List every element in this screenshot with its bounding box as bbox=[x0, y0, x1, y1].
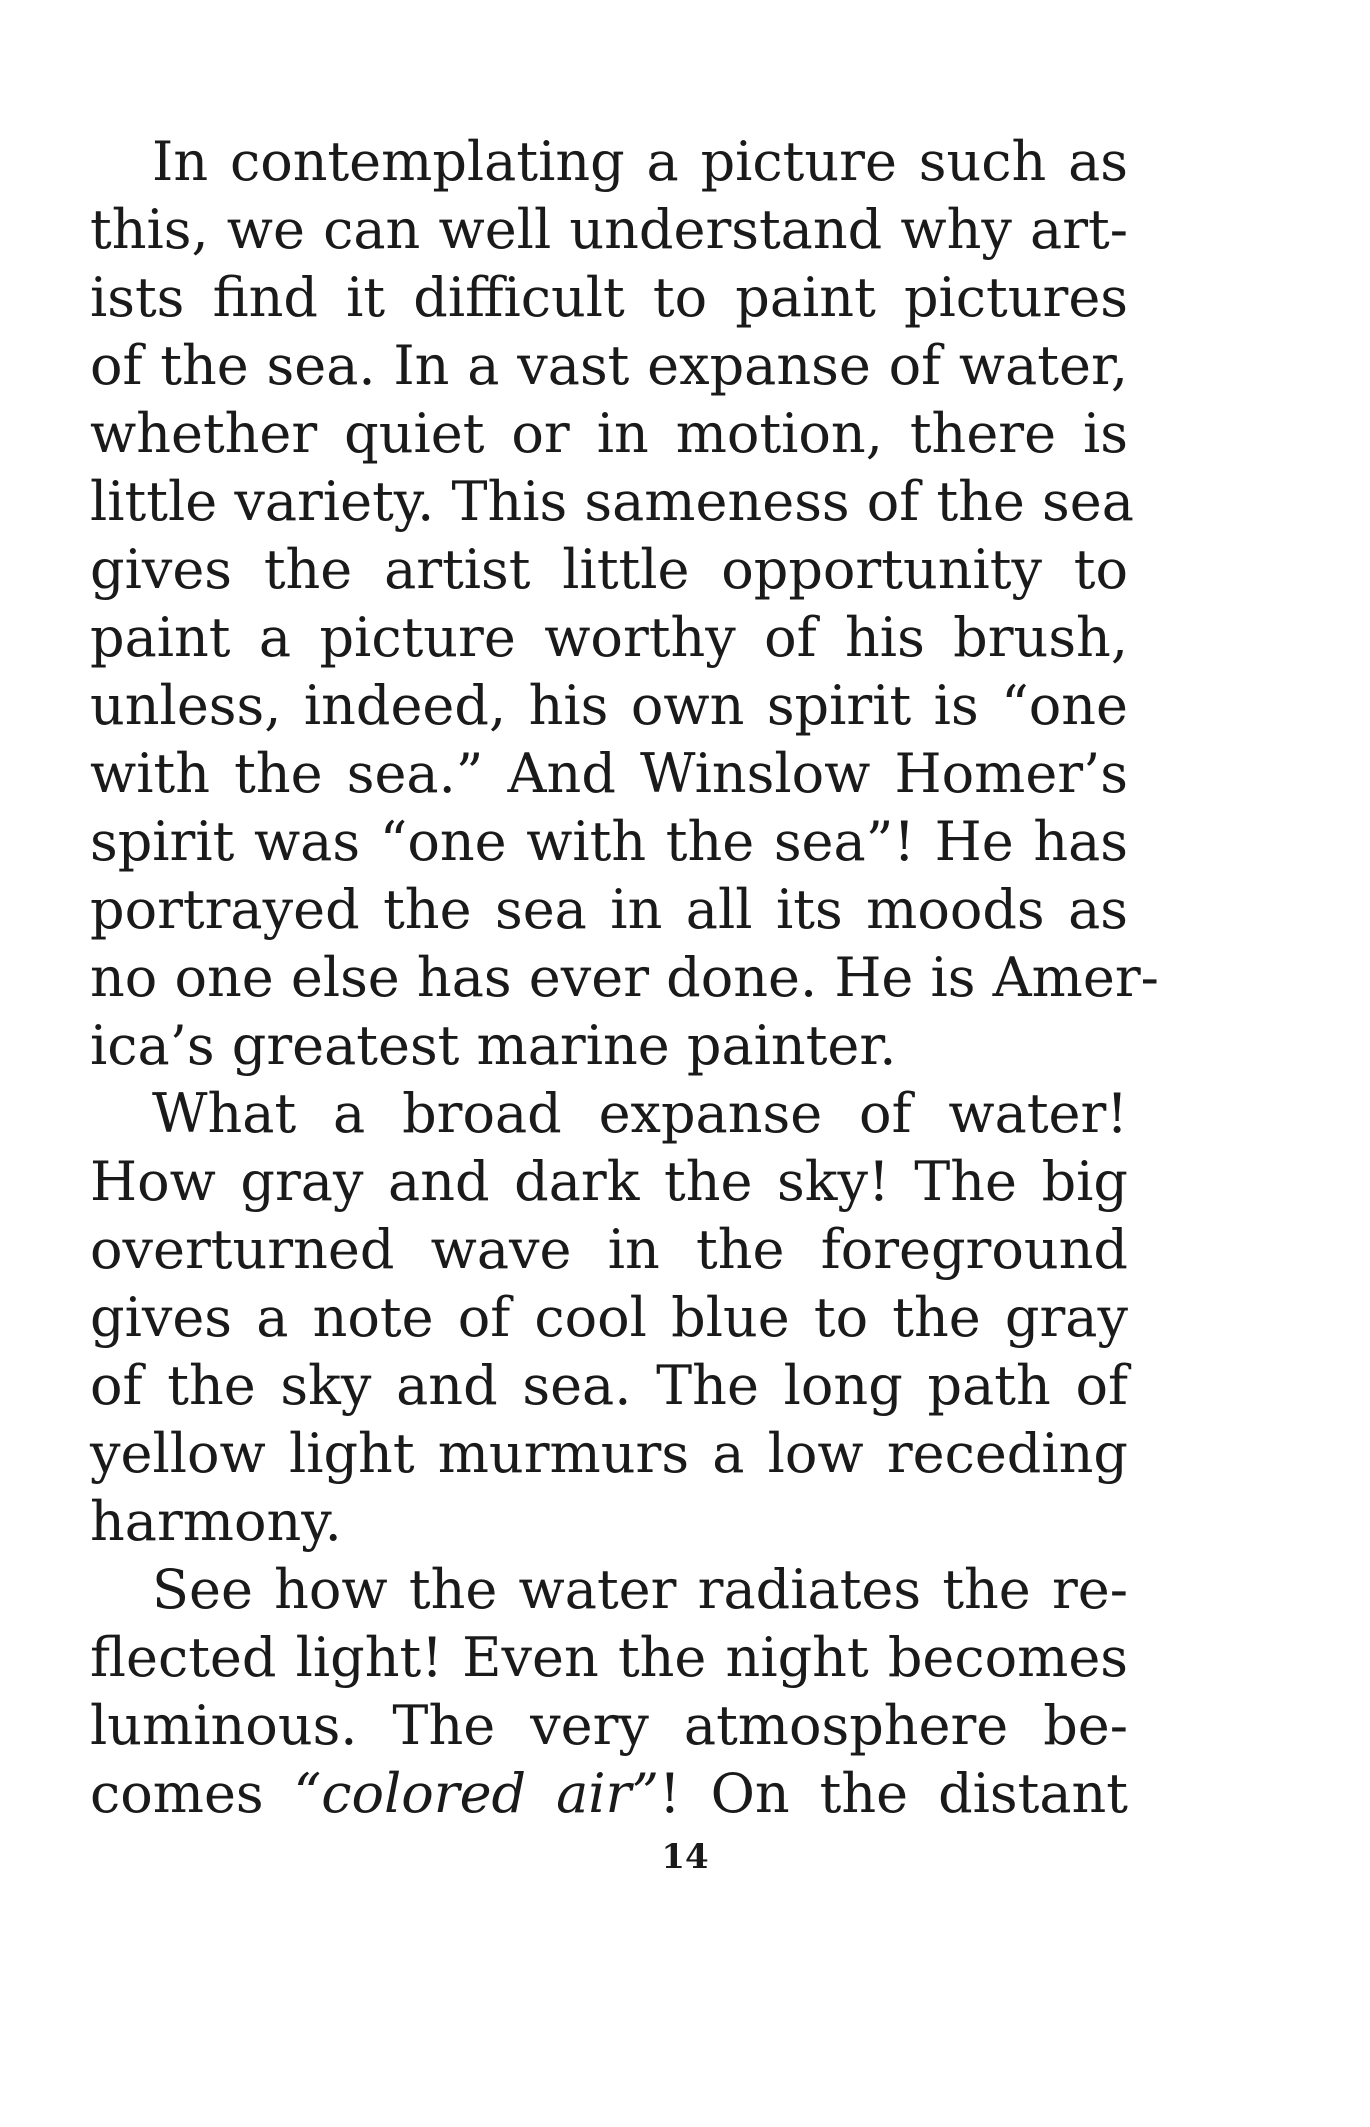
text-line: with the sea.” And Winslow Homer’s bbox=[90, 742, 1128, 805]
text-line: little variety. This sameness of the sea bbox=[90, 470, 1134, 533]
text-run: ! On the distant bbox=[658, 1762, 1128, 1825]
text-line: whether quiet or in motion, there is bbox=[90, 402, 1128, 465]
text-run: comes bbox=[90, 1762, 294, 1825]
text-line: portrayed the sea in all its moods as bbox=[90, 878, 1128, 941]
text-line: overturned wave in the foreground bbox=[90, 1218, 1128, 1281]
text-line: gives the artist little opportunity to bbox=[90, 538, 1128, 601]
text-line: of the sky and sea. The long path of bbox=[90, 1354, 1128, 1417]
page-number: 14 bbox=[661, 1837, 709, 1877]
text-line: paint a picture worthy of his brush, bbox=[90, 606, 1128, 669]
text-line: gives a note of cool blue to the gray bbox=[90, 1286, 1128, 1349]
text-line: of the sea. In a vast expanse of water, bbox=[90, 334, 1128, 397]
text-line bbox=[90, 1760, 1128, 1828]
text-line: ists find it difficult to paint pictures bbox=[90, 266, 1128, 329]
text-line: See how the water radiates the re- bbox=[152, 1558, 1128, 1621]
text-line: no one else has ever done. He is Amer- bbox=[90, 946, 1159, 1009]
italic-phrase: “colored air” bbox=[293, 1762, 659, 1825]
text-line: What a broad expanse of water! bbox=[152, 1082, 1128, 1145]
text-line: this, we can well understand why art- bbox=[90, 198, 1128, 261]
text-line: spirit was “one with the sea”! He has bbox=[90, 810, 1128, 873]
text-line: yellow light murmurs a low receding bbox=[90, 1422, 1128, 1485]
text-line: In contemplating a picture such as bbox=[152, 130, 1128, 193]
text-line: luminous. The very atmosphere be- bbox=[90, 1694, 1128, 1757]
text-line: How gray and dark the sky! The big bbox=[90, 1150, 1128, 1213]
text-line: unless, indeed, his own spirit is “one bbox=[90, 674, 1128, 737]
text-line: harmony. bbox=[90, 1490, 342, 1553]
text-line: ica’s greatest marine painter. bbox=[90, 1014, 897, 1077]
text-line: flected light! Even the night becomes bbox=[90, 1626, 1128, 1689]
